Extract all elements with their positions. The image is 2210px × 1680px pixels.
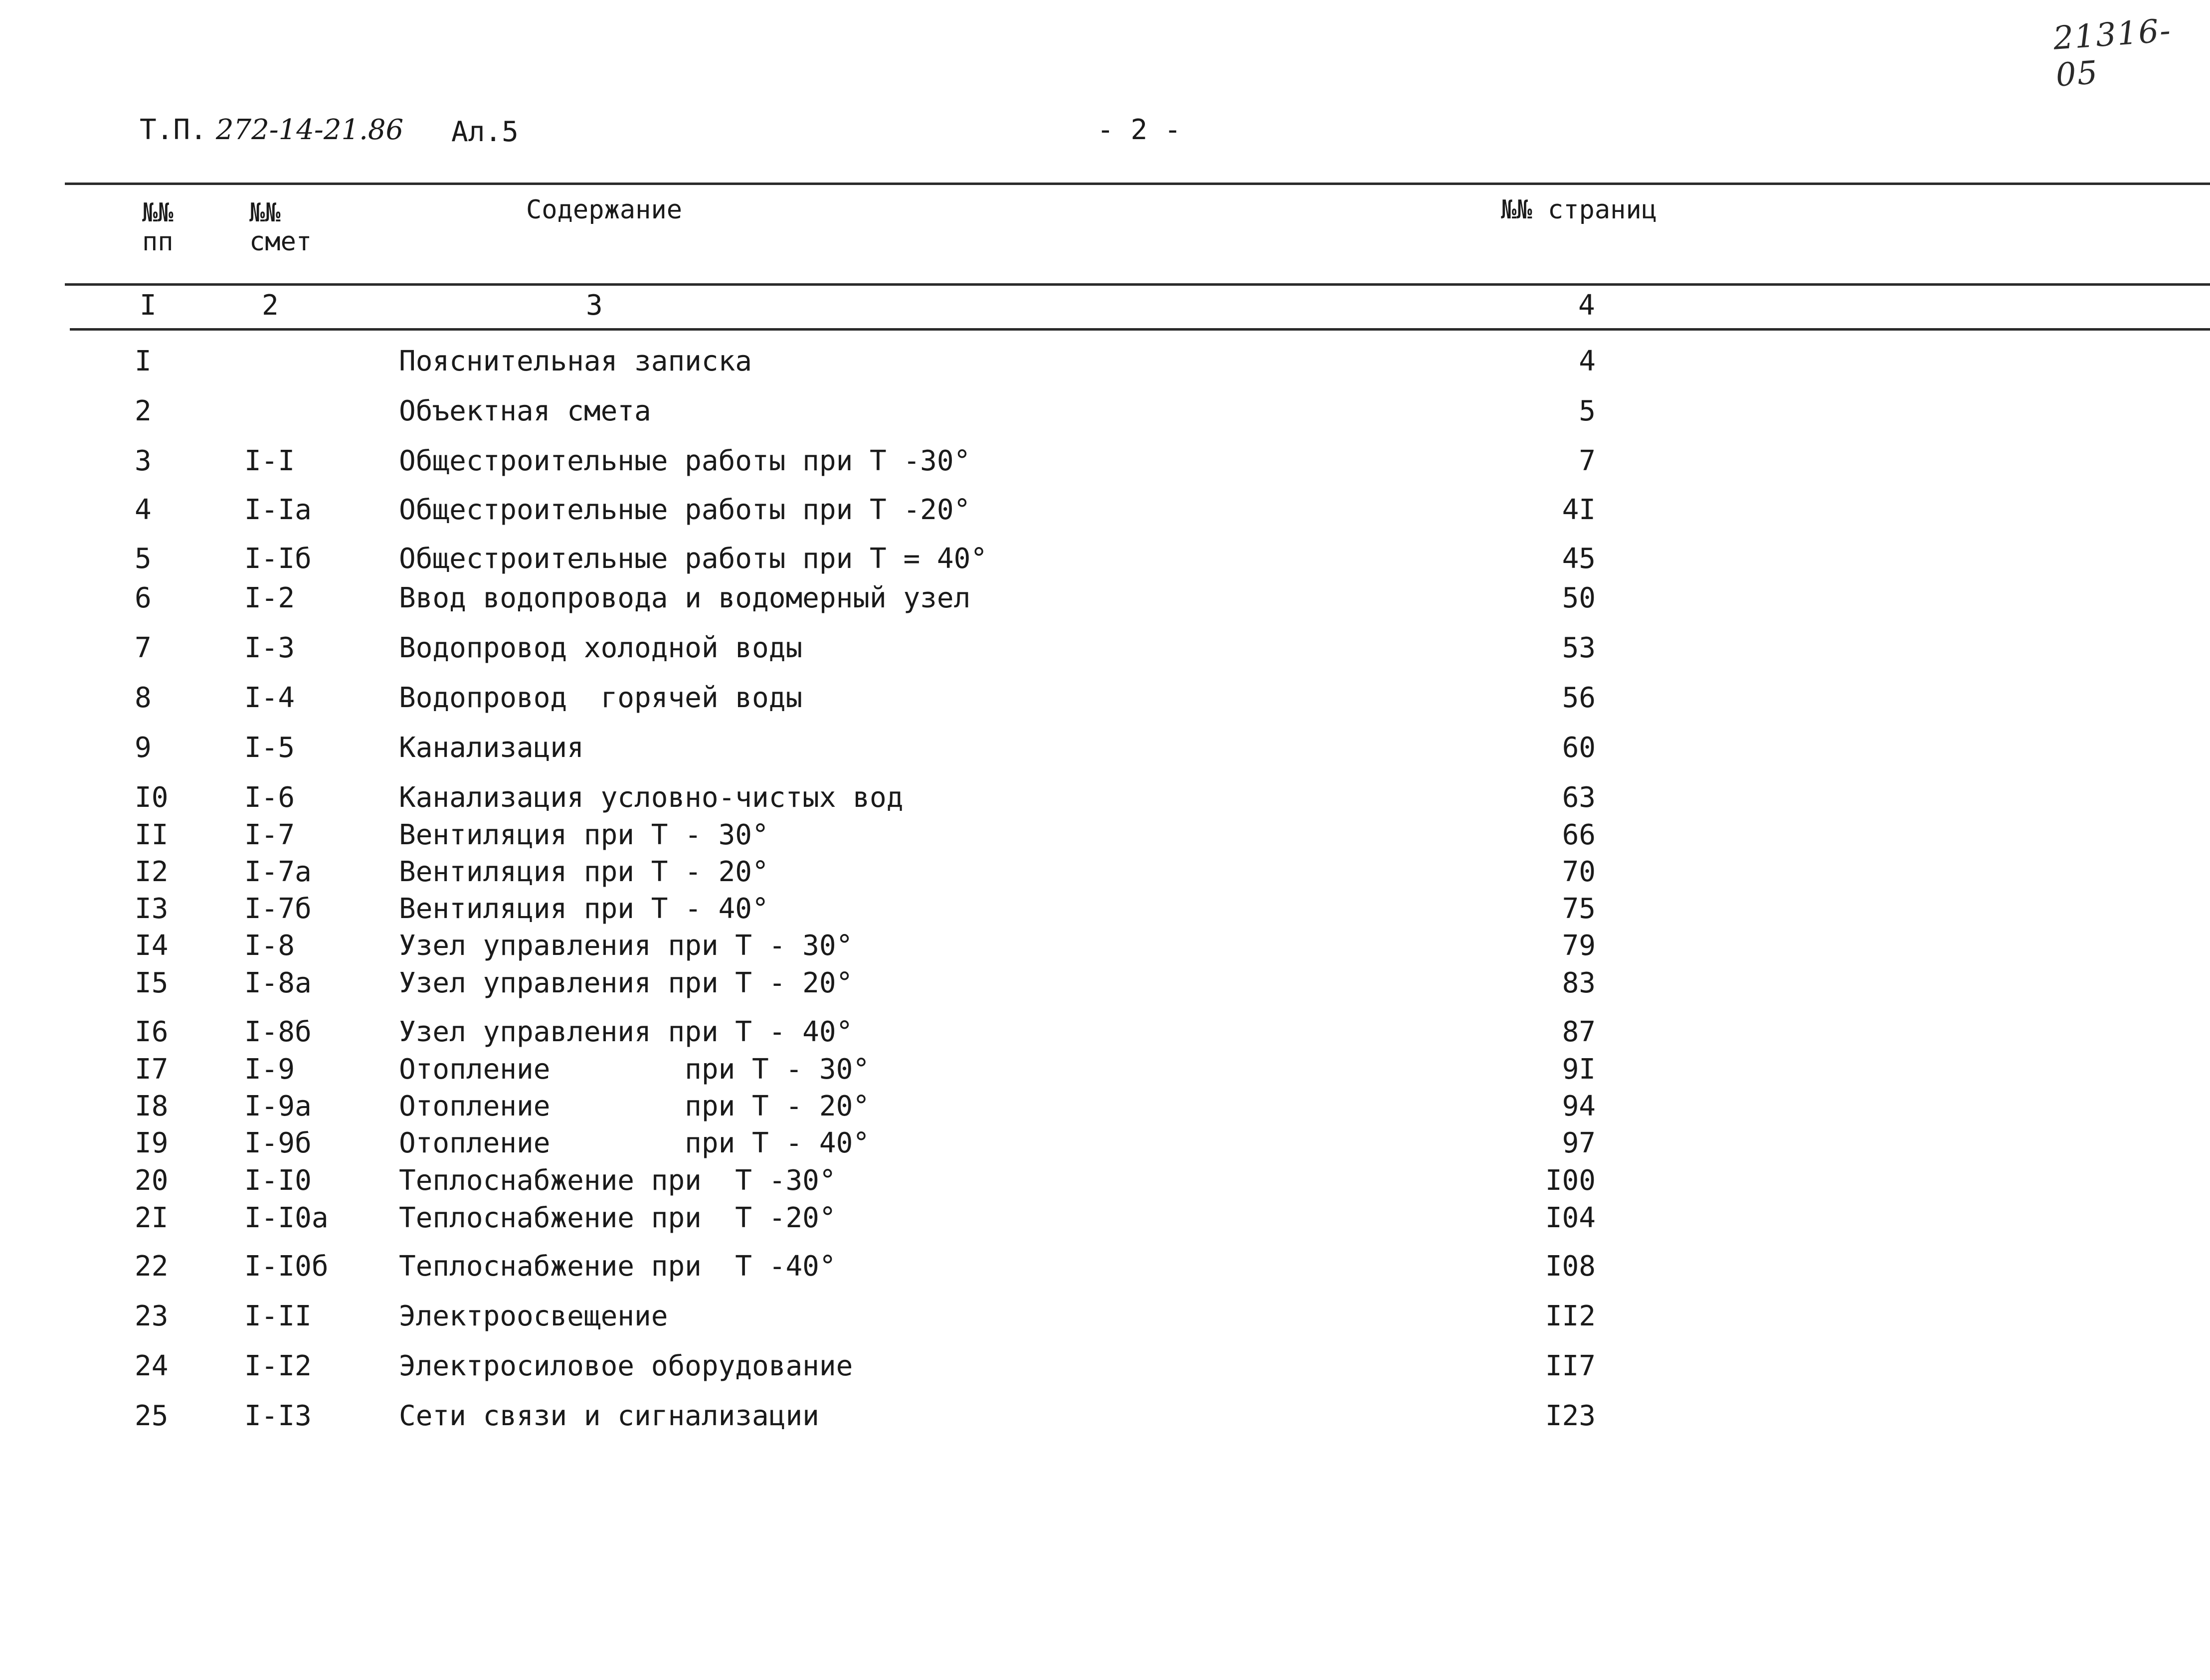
row-content: Объектная смета [399,395,651,427]
row-estimate-no: I-8а [244,967,312,999]
row-item-no: I9 [135,1127,169,1159]
row-page-no: 66 [1562,819,1596,851]
row-item-no: 8 [135,682,152,714]
row-estimate-no: I-5 [244,732,295,764]
table-row [0,542,2210,576]
row-content: Электроосвещение [399,1300,668,1332]
row-content: Водопровод горячей воды [399,682,803,714]
row-estimate-no: I-7б [244,893,312,925]
row-page-no: 7 [1579,445,1596,477]
row-item-no: I8 [135,1090,169,1122]
row-page-no: 83 [1562,967,1596,999]
row-content: Пояснительная записка [399,345,752,377]
row-content: Вентиляция при Т - 30° [399,819,769,851]
column-number-3: 3 [586,289,603,322]
row-item-no: I6 [135,1016,169,1048]
row-page-no: II2 [1545,1300,1596,1332]
row-page-no: I08 [1545,1250,1596,1283]
row-page-no: I00 [1545,1164,1596,1197]
column-header-item-no: №№ пп [142,198,174,257]
row-estimate-no: I-I0 [244,1164,312,1197]
row-content: Общестроительные работы при Т -20° [399,494,971,526]
row-page-no: 63 [1562,781,1596,814]
row-estimate-no: I-9 [244,1053,295,1086]
row-page-no: 94 [1562,1090,1596,1122]
table-row [0,581,2210,616]
table-row [0,444,2210,479]
row-page-no: 70 [1562,856,1596,888]
column-numbers-rule [70,328,2210,331]
row-page-no: 50 [1562,582,1596,614]
row-estimate-no: I-I0а [244,1202,329,1234]
table-row [0,1089,2210,1124]
row-page-no: II7 [1545,1350,1596,1382]
row-item-no: I7 [135,1053,169,1086]
row-item-no: I5 [135,967,169,999]
row-content: Теплоснабжение при Т -40° [399,1250,836,1283]
row-estimate-no: I-I0б [244,1250,329,1283]
row-page-no: 53 [1562,632,1596,664]
table-row [0,731,2210,765]
row-content: Теплоснабжение при Т -30° [399,1164,836,1197]
row-page-no: I23 [1545,1400,1596,1432]
table-row [0,780,2210,815]
table-row [0,1163,2210,1198]
row-item-no: II [135,819,169,851]
row-item-no: 6 [135,582,152,614]
row-estimate-no: I-9б [244,1127,312,1159]
row-page-no: 56 [1562,682,1596,714]
table-row [0,631,2210,666]
row-item-no: 4 [135,494,152,526]
row-item-no: 9 [135,732,152,764]
row-item-no: 23 [135,1300,169,1332]
table-row [0,1015,2210,1050]
row-estimate-no: I-I [244,445,295,477]
sheet-label: Ал.5 [451,116,519,148]
table-row [0,394,2210,429]
row-content: Узел управления при Т - 40° [399,1016,853,1048]
row-estimate-no: I-7а [244,856,312,888]
row-estimate-no: I-8б [244,1016,312,1048]
row-content: Теплоснабжение при Т -20° [399,1202,836,1234]
row-item-no: 2I [135,1202,169,1234]
column-header-content: Содержание [526,195,683,225]
archive-number-note: 21316-05 [2052,12,2173,94]
row-estimate-no: I-I2 [244,1350,312,1382]
row-item-no: 5 [135,543,152,575]
row-item-no: 20 [135,1164,169,1197]
row-page-no: 45 [1562,543,1596,575]
row-page-no: 4 [1579,345,1596,377]
row-estimate-no: I-Iб [244,543,312,575]
row-item-no: 2 [135,395,152,427]
row-page-no: 5 [1579,395,1596,427]
row-estimate-no: I-II [244,1300,312,1332]
row-content: Вентиляция при Т - 20° [399,856,769,888]
column-number-1: I [140,289,157,322]
column-header-estimate-no: №№ смет [249,198,312,257]
row-page-no: 60 [1562,732,1596,764]
row-item-no: I4 [135,930,169,962]
row-estimate-no: I-3 [244,632,295,664]
row-content: Канализация условно-чистых вод [399,781,904,814]
table-row [0,493,2210,528]
row-content: Узел управления при Т - 20° [399,967,853,999]
document-code-prefix: Т.П. [140,114,207,146]
row-content: Общестроительные работы при Т -30° [399,445,971,477]
row-item-no: I2 [135,856,169,888]
row-item-no: 25 [135,1400,169,1432]
table-row [0,1399,2210,1434]
row-content: Электросиловое оборудование [399,1350,853,1382]
table-top-rule [65,183,2210,185]
row-page-no: 75 [1562,893,1596,925]
row-page-no: 79 [1562,930,1596,962]
row-content: Сети связи и сигнализации [399,1400,819,1432]
table-row [0,1299,2210,1334]
row-item-no: I [135,345,152,377]
table-row [0,1201,2210,1236]
row-page-no: 87 [1562,1016,1596,1048]
row-item-no: 7 [135,632,152,664]
row-page-no: I04 [1545,1202,1596,1234]
table-row [0,966,2210,1001]
row-content: Отопление при Т - 20° [399,1090,870,1122]
row-content: Ввод водопровода и водомерный узел [399,582,971,614]
page-number: - 2 - [1097,114,1181,146]
row-item-no: 24 [135,1350,169,1382]
row-item-no: 3 [135,445,152,477]
table-row [0,1249,2210,1284]
table-row [0,1052,2210,1087]
row-item-no: 22 [135,1250,169,1283]
table-row [0,1126,2210,1161]
row-estimate-no: I-6 [244,781,295,814]
row-page-no: 97 [1562,1127,1596,1159]
row-content: Водопровод холодной воды [399,632,803,664]
row-content: Узел управления при Т - 30° [399,930,853,962]
row-page-no: 9I [1562,1053,1596,1086]
table-row [0,892,2210,927]
row-item-no: I3 [135,893,169,925]
row-content: Вентиляция при Т - 40° [399,893,769,925]
table-row [0,681,2210,716]
row-estimate-no: I-9а [244,1090,312,1122]
column-header-page-no: №№ страниц [1501,195,1658,225]
row-estimate-no: I-8 [244,930,295,962]
row-estimate-no: I-7 [244,819,295,851]
header-bottom-rule [65,283,2210,286]
table-row [0,818,2210,853]
column-number-2: 2 [262,289,279,322]
column-number-4: 4 [1578,289,1595,322]
row-content: Общестроительные работы при Т = 40° [399,543,988,575]
row-item-no: I0 [135,781,169,814]
row-page-no: 4I [1562,494,1596,526]
row-content: Отопление при Т - 40° [399,1127,870,1159]
row-estimate-no: I-4 [244,682,295,714]
row-content: Отопление при Т - 30° [399,1053,870,1086]
row-estimate-no: I-2 [244,582,295,614]
row-estimate-no: I-I3 [244,1400,312,1432]
table-row [0,1349,2210,1384]
table-row [0,929,2210,963]
table-row [0,855,2210,890]
document-code [140,114,403,146]
row-estimate-no: I-Iа [244,494,312,526]
document-code-number: 272-14-21.86 [215,114,404,146]
row-content: Канализация [399,732,584,764]
table-row [0,344,2210,379]
